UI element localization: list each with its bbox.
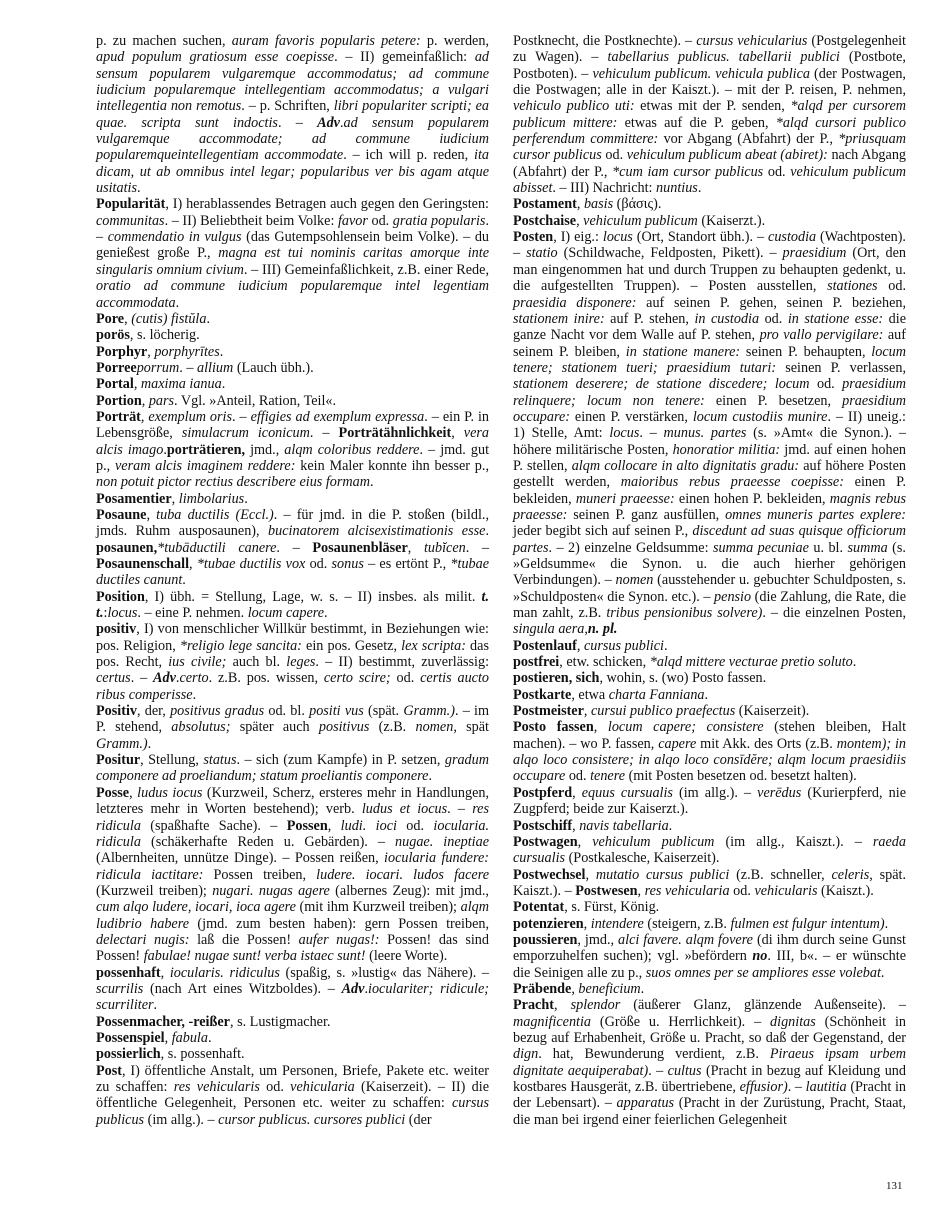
entry-headword: Potentat	[513, 899, 565, 916]
entry-headword: Popularität	[96, 196, 166, 213]
entry-text: , cursui publico praefectus (Kaiserzeit).	[583, 703, 810, 720]
dictionary-entry	[513, 719, 906, 784]
dictionary-entry	[513, 834, 906, 867]
entry-headword: Position	[96, 588, 145, 605]
dictionary-entry	[513, 687, 906, 703]
entry-headword: Possenmacher, -reißer	[96, 1013, 230, 1030]
entry-text: , iocularis. ridiculus (spaßig, s. »lustig« das Nähere). – scurrilis (nach Art eines Witzboldes). – Adv.ioculariter; ridicule; scurriliter.	[96, 964, 489, 1014]
dictionary-entry	[96, 33, 489, 196]
dictionary-entry	[513, 638, 906, 654]
entry-text: , beneficium.	[571, 980, 645, 997]
entry-headword: Possenspiel	[96, 1029, 165, 1046]
entry-text: , jmd., alci favere. alqm fovere (di ihm durch seine Gunst emporzuhelfen suchen); vgl. »befördern no. III, b«. – er wünschte die Seinigen alle zu p., suos omnes per se ampliores esse volebat.	[513, 931, 907, 981]
entry-headword: Postchaise	[513, 212, 577, 229]
entry-text: , I) übh. = Stellung, Lage, w. s. – II) insbes. als milit. t. t.:locus. – eine P. nehmen. locum capere.	[96, 588, 489, 622]
entry-headword: Postenlauf	[513, 637, 577, 654]
entry-text: porrum. – allium (Lauch übh.).	[136, 359, 314, 376]
dictionary-entry	[96, 344, 489, 360]
entry-headword: Portal	[96, 376, 134, 393]
dictionary-entry	[96, 703, 489, 752]
entry-text: , I) herablassendes Betragen auch gegen den Geringsten: communitas. – II) Beliebtheit beim Volke: favor od. gratia popularis. – commendatio in vulgus (das Gutempsohlensein beim Volke). – du genießest große P., magna est tui nominis caritas amorque inte singularis omnium civium. – III) Gemeinfaßlichkeit, z.B. einer Rede, oratio ad commune iudicium popularemque intel legentiam accommodata.	[96, 196, 490, 311]
dictionary-entry	[96, 393, 489, 409]
dictionary-entry	[513, 213, 906, 229]
dictionary-entry	[513, 229, 906, 638]
entry-text: , s. löcherig.	[129, 327, 200, 344]
entry-text: , basis (βάσις).	[576, 196, 662, 213]
dictionary-entry	[513, 916, 906, 932]
dictionary-entry	[513, 654, 906, 670]
entry-text: , splendor (äußerer Glanz, glänzende Außenseite). – magnificentia (Größe u. Herrlichkeit). – dignitas (Schönheit in bezug auf Erhabenheit, Größe u. Pracht, so daß der Gegenstand, der dign. hat, Bewunderung verdient, z.B. Piraeus ipsam urbem dignitate aequiperabat). – cultus (Pracht in bezug auf Kleidung und kostbares Hausgerät, z.B. übertriebene, effusior). – lautitia (Pracht in der Lebensart). – apparatus (Pracht in der Zurüstung, Pracht, Staat, die man bei irgend einer feierlichen Gelegenheit	[513, 997, 907, 1128]
entry-headword: Posaune	[96, 506, 147, 523]
entry-text: , vehiculum publicum (Kaiserzt.).	[576, 212, 766, 229]
entry-text: , I) von menschlicher Willkür bestimmt, in Beziehungen wie: pos. Religion, *religio lege sancita: ein pos. Gesetz, lex scripta: das pos. Recht, ius civile; auch bl. leges. – II) bestimmt, zuverlässig: certus. – Adv.certo. z.B. pos. wissen, certo scire; od. certis aucto ribus comperisse.	[96, 621, 490, 703]
entry-headword: positiv	[96, 621, 137, 638]
entry-headword: Postwechsel	[513, 866, 586, 883]
entry-headword: Porphyr	[96, 343, 148, 360]
entry-text: , cursus publici.	[576, 637, 668, 654]
entry-text: , etw. schicken, *alqd mittere vecturae pretio soluto.	[559, 654, 857, 671]
entry-text: , ludus iocus (Kurzweil, Scherz, ersteres mehr in Handlungen, letzteres mehr in Worten bestehend); verb. ludus et iocus. – res ridicula (spaßhafte Sache). – Possen, ludi. ioci od. iocularia. ridicula (schäkerhafte Reden u. Gebärden). – nugae. ineptiae (Albernheiten, unnütze Dinge). – Possen reißen, iocularia fundere: ridicula iactitare: Possen treiben, ludere. iocari. ludos facere (Kurzweil treiben); nugari. nugas agere (albernes Zeug): mit jmd., cum alqo ludere, iocari, ioca agere (mit ihm Kurzweil treiben); alqm ludibrio habere (jmd. zum besten haben): gern Possen treiben, delectari nugis: laß die Possen! aufer nugas!: Possen! das sind Possen! fabulae! nugae sunt! verba istaec sunt! (leere Worte).	[96, 784, 490, 965]
entry-headword: porös	[96, 327, 130, 344]
dictionary-entry	[513, 33, 906, 196]
entry-headword: Positiv	[96, 703, 137, 720]
entry-text: , locum capere; consistere (stehen bleiben, Halt machen). – wo P. fassen, capere mit Akk. des Orts (z.B. montem); in alqo loco consistere; in alqo loco consīdĕre; alqm locum praesidiis occupare od. tenere (mit Posten besetzen od. besetzt halten).	[513, 719, 907, 785]
entry-headword: possierlich	[96, 1046, 161, 1063]
entry-text: , pars. Vgl. »Anteil, Ration, Teil«.	[141, 392, 337, 409]
entry-headword: Präbende	[513, 980, 572, 997]
dictionary-entry	[96, 621, 489, 703]
entry-headword: Post	[96, 1062, 123, 1079]
dictionary-entry	[96, 1046, 489, 1062]
entry-text: , exemplum oris. – effigies ad exemplum expressa. – ein P. in Lebensgröße, simulacrum iconicum. – Porträtähnlichkeit, vera alcis imago.porträtieren, jmd., alqm coloribus reddere. – jmd. gut p., veram alcis imaginem reddere: kein Maler konnte ihn besser p., non potuit pictor rectius describere eius formam.	[96, 408, 490, 491]
entry-text: , vehiculum publicum (im allg., Kaiszt.). – raeda cursualis (Postkalesche, Kaiserzeit).	[513, 833, 906, 867]
entry-headword: Portion	[96, 392, 142, 409]
dictionary-entry	[96, 965, 489, 1014]
dictionary-entry	[96, 311, 489, 327]
dictionary-entry	[96, 507, 489, 589]
entry-headword: Postkarte	[513, 686, 572, 703]
entry-headword: Postwagen	[513, 833, 578, 850]
entry-text: , s. possenhaft.	[160, 1046, 245, 1063]
entry-headword: poussieren	[513, 931, 578, 948]
entry-text: , (cutis) fistŭla.	[124, 310, 211, 327]
entry-text: , etwa charta Fanniana.	[571, 686, 709, 703]
entry-headword: Posten	[513, 229, 554, 246]
entry-text: , limbolarius.	[171, 490, 248, 507]
entry-headword: Postmeister	[513, 703, 584, 720]
entry-text: Postknecht, die Postknechte). – cursus vehicularius (Postgelegenheit zu Wagen). – tabellarius publicus. tabellarii publici (Postbote, Postboten). – vehiculum publicum. vehicula publica (der Postwagen, die Postwagen; alle in der Kaiszt.). – mit der P. reisen, P. nehmen, vehiculo publico uti: etwas mit der P. senden, *alqd per cursorem publicum mittere: etwas auf die P. geben, *alqd cursori publico perferendum committere: vor Abgang (Abfahrt) der P., *priusquam cursor publicus od. vehiculum publicum abeat (abiret): nach Abgang (Abfahrt) der P., *cum iam cursor publicus od. vehiculum publicum abisset. – III) Nachricht: nuntius.	[513, 33, 907, 197]
entry-text: p. zu machen suchen, auram favoris popularis petere: p. werden, apud populum gratiosum esse coepisse. – II) gemeinfaßlich: ad sensum popularem vulgaremque accommodatus; ad commune iudicium popularemque intellegentiam accommodatus; a vulgari intellegentia non remotus. – p. Schriften, libri populariter scripti; ea quae. scripta sunt indoctis. – Adv.ad sensum popularem vulgaremque accommodate; ad commune iudicium popularemqueintellegentiam accommodate. – ich will p. reden, ita dicam, ut ab omnibus intel legar; popularibus ver bis agam atque usitatis.	[96, 33, 489, 197]
dictionary-entry	[513, 670, 906, 686]
entry-text: , Stellung, status. – sich (zum Kampfe) in P. setzen, gradum componere ad proeliandum; statum proeliantis componere.	[96, 752, 489, 785]
entry-headword: Porree	[96, 359, 137, 376]
entry-text: , equus cursualis (im allg.). – verēdus (Kurierpferd, nie Zugpferd; beide zur Kaiserzt.).	[513, 784, 906, 818]
dictionary-entry	[96, 409, 489, 491]
entry-headword: Positur	[96, 752, 141, 769]
entry-headword: Porträt	[96, 408, 141, 425]
entry-headword: postieren, sich	[513, 670, 600, 687]
entry-headword: Postpferd	[513, 784, 573, 801]
dictionary-entry	[96, 1014, 489, 1030]
dictionary-entry	[513, 196, 906, 212]
entry-text: , fabula.	[164, 1029, 212, 1046]
entry-headword: Pore	[96, 310, 125, 327]
dictionary-entry	[96, 327, 489, 343]
entry-text: , porphyrītes.	[147, 343, 224, 360]
dictionary-entry	[513, 899, 906, 915]
dictionary-entry	[96, 785, 489, 965]
dictionary-entry	[96, 376, 489, 392]
left-column	[96, 33, 489, 1128]
dictionary-entry	[513, 703, 906, 719]
dictionary-entry	[96, 752, 489, 785]
dictionary-entry	[513, 818, 906, 834]
entry-headword: Postament	[513, 196, 577, 213]
dictionary-entry	[96, 360, 489, 376]
entry-text: , der, positivus gradus od. bl. positi vus (spät. Gramm.). – im P. stehend, absolutus; später auch positivus (z.B. nomen, spät Gramm.).	[96, 703, 489, 752]
entry-text: , wohin, s. (wo) Posto fassen.	[599, 670, 767, 687]
page-number: 131	[886, 1180, 903, 1192]
entry-headword: postfrei	[513, 654, 560, 671]
right-column	[513, 33, 906, 1128]
dictionary-entry	[96, 1063, 489, 1128]
entry-headword: Posto fassen	[513, 719, 594, 736]
dictionary-entry	[513, 997, 906, 1128]
entry-text: , I) öffentliche Anstalt, um Personen, Briefe, Pakete etc. weiter zu schaffen: res vehicularis od. vehicularia (Kaiserzeit). – II) die öffentliche Gelegenheit, Personen etc. weiter zu schaffen: cursus publicus (im allg.). – cursor publicus. cursores publici (der	[96, 1062, 489, 1128]
entry-text: , navis tabellaria.	[572, 817, 673, 834]
entry-text: , I) eig.: locus (Ort, Standort übh.). – custodia (Wachtposten). – statio (Schildwache, Feldposten, Pikett). – praesidium (Ort, den man eingenommen hat und durch Truppen zu behaupten gedenkt, u. die aufgestellten Truppen). – Posten ausstellen, stationes od. praesidia disponere: auf seinen P. gehen, seinen P. beziehen, stationem inire: auf P. stehen, in custodia od. in statione esse: die ganze Nacht vor dem Walle auf P. stehen, pro vallo pervigilare: auf seinem P. bleiben, in statione manere: seinen P. behaupten, locum tenere; stationem tueri; praesidium tutari: seinen P. verlassen, stationem deserere; de statione discedere; locum od. praesidium relinquere; locum non tenere: einen P. besetzen, praesidium occupare: einen P. verstärken, locum custodiis munire. – II) uneig.: 1) Stelle, Amt: locus. – munus. partes (s. »Amt« die Synon.). – höhere militärische Posten, honoratior militia: jmd. auf einen hohen P. stellen, alqm collocare in alto dignitatis gradu: auf höhere Posten gestellt werden, maioribus rebus praeesse coepisse: einen P. bekleiden, muneri praeesse: einen hohen P. bekleiden, magnis rebus praeesse: seinen P. ganz ausfüllen, omnes muneris partes explere: jeder begibt sich auf seinen P., discedunt ad suas quisque officiorum partes. – 2) einzelne Geldsumme: summa pecuniae u. bl. summa (s. »Geldsumme« die Synon. u. die auch hierher gehörigen Verbindungen). – nomen (ausstehender u. gebuchter Schuldposten, s. »Schuldposten« die Synon. etc.). – pensio (die Zahlung, die Rate, die man zahlt, z.B. tribus pensionibus solvere). – die einzelnen Posten, singula aera,n. pl.	[513, 229, 907, 638]
entry-text: , intendere (steigern, z.B. fulmen est fulgur intentum).	[583, 915, 889, 932]
entry-text: , tuba ductilis (Eccl.). – für jmd. in die P. stoßen (bildl., jmds. Ruhm ausposaunen), bucinatorem alcisexistimationis esse. posaunen,*tubāductili canere. – Posaunenbläser, tubĭcen. – Posaunenschall, *tubae ductilis vox od. sonus – es ertönt P., *tubae ductiles canunt.	[96, 506, 490, 589]
entry-headword: Pracht	[513, 997, 554, 1014]
entry-text: , s. Lustigmacher.	[229, 1013, 331, 1030]
entry-headword: potenzieren	[513, 915, 584, 932]
dictionary-entry	[96, 1030, 489, 1046]
dictionary-entry	[96, 491, 489, 507]
entry-text: , mutatio cursus publici (z.B. schneller, celeris, spät. Kaiszt.). – Postwesen, res vehicularia od. vehicularis (Kaiszt.).	[513, 866, 907, 899]
entry-headword: possenhaft	[96, 964, 161, 981]
dictionary-entry	[96, 196, 489, 310]
dictionary-entry	[513, 981, 906, 997]
dictionary-entry	[96, 589, 489, 622]
dictionary-entry	[513, 785, 906, 818]
entry-headword: Posamentier	[96, 490, 172, 507]
dictionary-entry	[513, 867, 906, 900]
entry-headword: Postschiff	[513, 817, 573, 834]
entry-text: , s. Fürst, König.	[564, 899, 660, 916]
entry-text: , maxima ianua.	[133, 376, 226, 393]
entry-headword: Posse	[96, 784, 130, 801]
dictionary-entry	[513, 932, 906, 981]
